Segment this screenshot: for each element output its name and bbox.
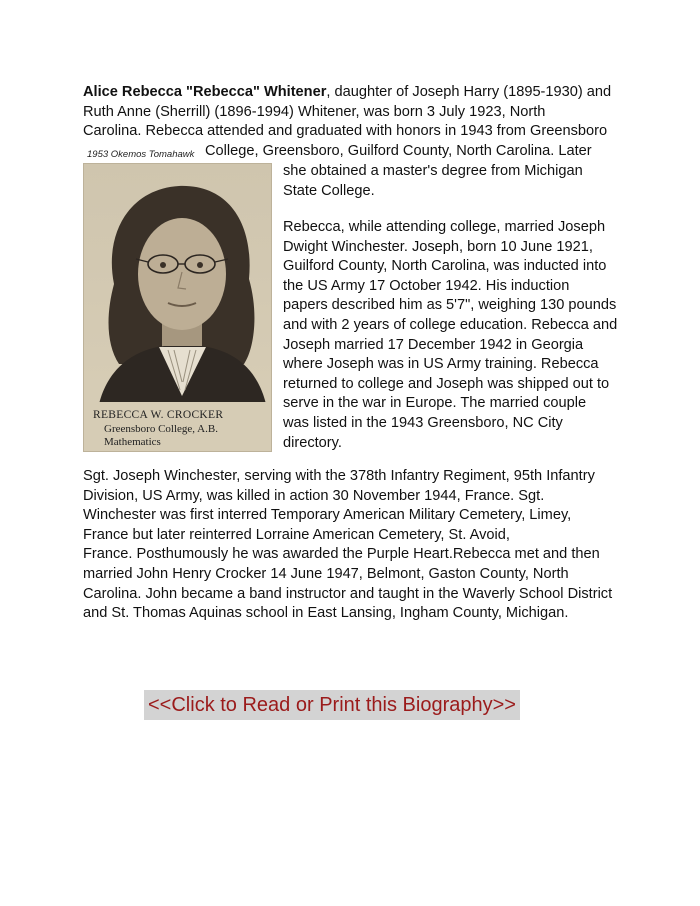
bio-line: and St. Thomas Aquinas school in East Lansing, Ingham County, Michigan. [83, 605, 569, 622]
bio-paragraph-1 [83, 83, 623, 142]
bio-line: Rebecca, while attending college, married Joseph [283, 219, 606, 235]
bio-line: she obtained a master's degree from Michigan [283, 163, 583, 179]
bio-line: France but later reinterred Lorraine American Cemetery, St. Avoid, [83, 526, 510, 543]
bio-line: serve in the war in Europe. The married couple [283, 395, 587, 412]
bio-line [83, 83, 623, 103]
bio-line: and with 2 years of college education. Rebecca and [283, 316, 618, 333]
bio-line: Sgt. Joseph Winchester, serving with the 378th Infantry Regiment, 95th Infantry [83, 468, 595, 484]
photo-name-label: REBECCA W. CROCKER [93, 409, 224, 421]
bio-line: Guilford County, North Carolina, was inducted into [283, 258, 607, 275]
bio-line: France. Posthumously he was awarded the Purple Heart.Rebecca met and then [83, 546, 600, 563]
bio-line: married John Henry Crocker 14 June 1947, Belmont, Gaston County, North [83, 565, 569, 582]
bio-line: State College. [283, 182, 375, 199]
bio-paragraph-2 [283, 218, 617, 453]
bio-line: Joseph married 17 December 1942 in Georgia [283, 336, 584, 353]
bio-line: Carolina. John became a band instructor and taught in the Waverly School District [83, 585, 613, 602]
bio-line-text: , daughter of Joseph Harry (1895-1930) and [326, 84, 612, 100]
bio-line: Dwight Winchester. Joseph, born 10 June 1921, [283, 238, 593, 255]
bio-line: directory. [283, 434, 342, 451]
photo-subject-label: Mathematics [104, 436, 161, 448]
subject-name: Alice Rebecca "Rebecca" Whitener [83, 84, 327, 100]
bio-line: where Joseph was in US Army training. Rebecca [283, 356, 599, 373]
bio-paragraph-1-wrap [283, 162, 583, 201]
bio-paragraph-3 [83, 467, 612, 624]
bio-line: Ruth Anne (Sherrill) (1896-1994) Whitener, was born 3 July 1923, North [83, 103, 546, 120]
bio-line: the US Army 17 October 1942. His induction [283, 277, 570, 294]
read-print-biography-link[interactable]: <<Click to Read or Print this Biography>> [144, 690, 520, 720]
bio-line: papers described him as 5'7", weighing 130 pounds [283, 297, 617, 314]
bio-line: was listed in the 1943 Greensboro, NC City [283, 414, 563, 431]
bio-line: Winchester was first interred Temporary American Military Cemetery, Limey, [83, 507, 572, 524]
bio-line: Carolina. Rebecca attended and graduated with honors in 1943 from Greensboro [83, 123, 608, 140]
bio-line: returned to college and Joseph was shipped out to [283, 375, 610, 392]
photo-caption: 1953 Okemos Tomahawk [87, 149, 195, 160]
bio-line: Division, US Army, was killed in action 30 November 1944, France. Sgt. [83, 487, 545, 504]
bio-line: College, Greensboro, Guilford County, North Carolina. Later [205, 143, 592, 159]
yearbook-photo [83, 163, 272, 452]
photo-school-label: Greensboro College, A.B. [104, 423, 218, 435]
